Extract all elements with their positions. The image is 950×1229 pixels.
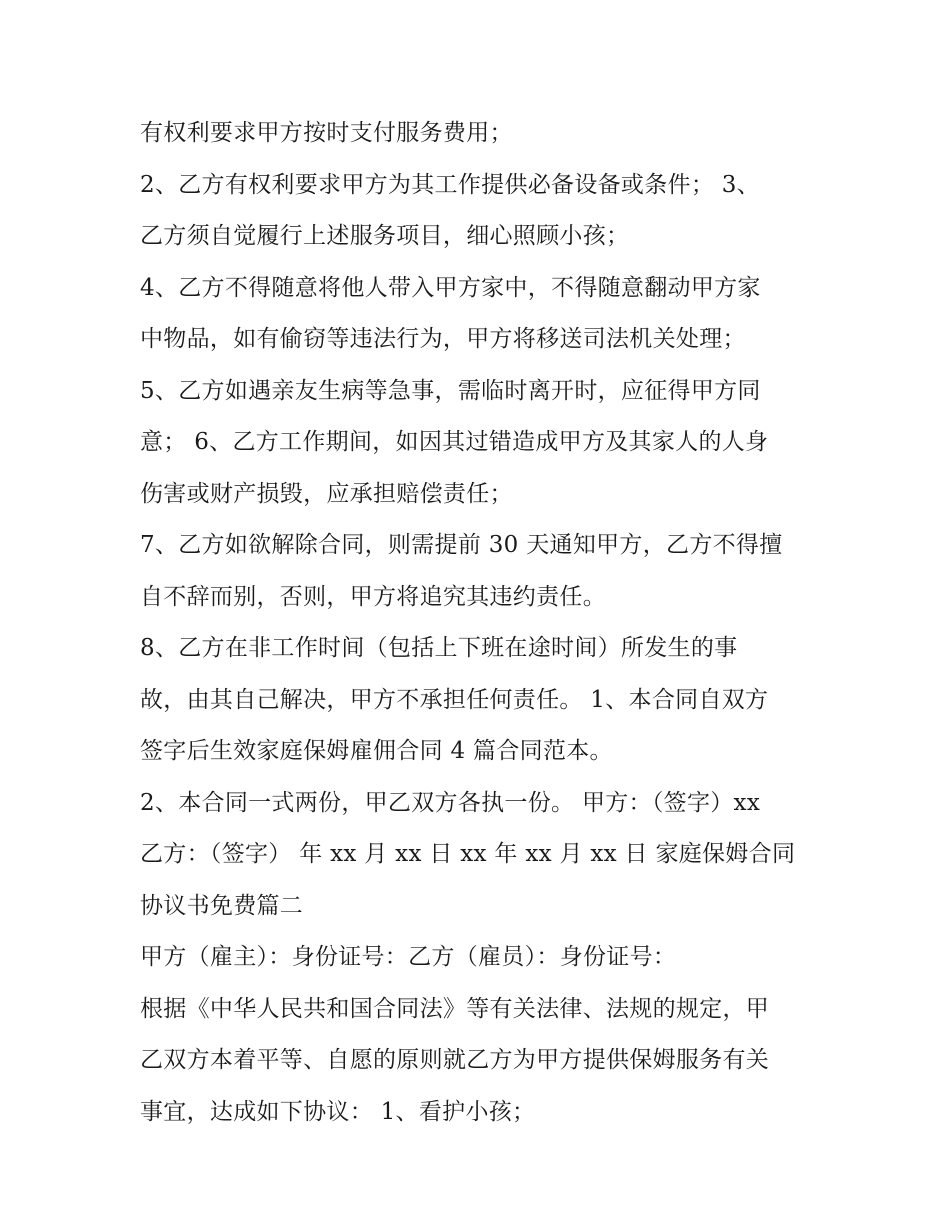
text-line: 有权利要求甲方按时支付服务费用； [140, 120, 513, 146]
text-line: 甲方（雇主）：身份证号：乙方（雇员）：身份证号： [140, 944, 677, 970]
text-line: 8、乙方在非工作时间（包括上下班在途时间）所发生的事 [140, 635, 738, 661]
text-line: 4、乙方不得随意将他人带入甲方家中，不得随意翻动甲方家 [140, 274, 761, 301]
text-line: 故，由其自己解决，甲方不承担任何责任。 1、本合同自双方 [140, 686, 769, 713]
text-line: 签字后生效家庭保姆雇佣合同 4 篇合同范本。 [140, 738, 613, 764]
text-line: 乙方须自觉履行上述服务项目，细心照顾小孩； [140, 223, 630, 249]
text-line: 伤害或财产损毁，应承担赔偿责任； [140, 480, 513, 507]
text-line: 根据《中华人民共和国合同法》等有关法律、法规的规定，甲 [140, 995, 770, 1022]
text-line: 2、乙方有权利要求甲方为其工作提供必备设备或条件； 3、 [140, 171, 760, 198]
text-line: 协议书免费篇二 [140, 892, 304, 919]
text-line: 自不辞而别，否则，甲方将追究其违约责任。 [140, 583, 606, 610]
text-line: 5、乙方如遇亲友生病等急事，需临时离开时，应征得甲方同 [140, 377, 761, 404]
text-line: 乙方：（签字） 年 xx 月 xx 日 xx 年 xx 月 xx 日 家庭保姆合同 [140, 841, 796, 867]
text-line: 2、本合同一式两份，甲乙双方各执一份。 甲方：（签字）xx [140, 789, 761, 816]
text-line: 中物品，如有偷窃等违法行为，甲方将移送司法机关处理； [140, 326, 746, 352]
text-line: 事宜，达成如下协议： 1、看护小孩； [140, 1098, 536, 1125]
text-line: 乙双方本着平等、自愿的原则就乙方为甲方提供保姆服务有关 [140, 1047, 770, 1073]
text-line: 7、乙方如欲解除合同，则需提前 30 天通知甲方，乙方不得擅 [140, 532, 783, 558]
text-line: 意； 6、乙方工作期间，如因其过错造成甲方及其家人的人身 [140, 429, 769, 455]
document-body [140, 108, 820, 1138]
